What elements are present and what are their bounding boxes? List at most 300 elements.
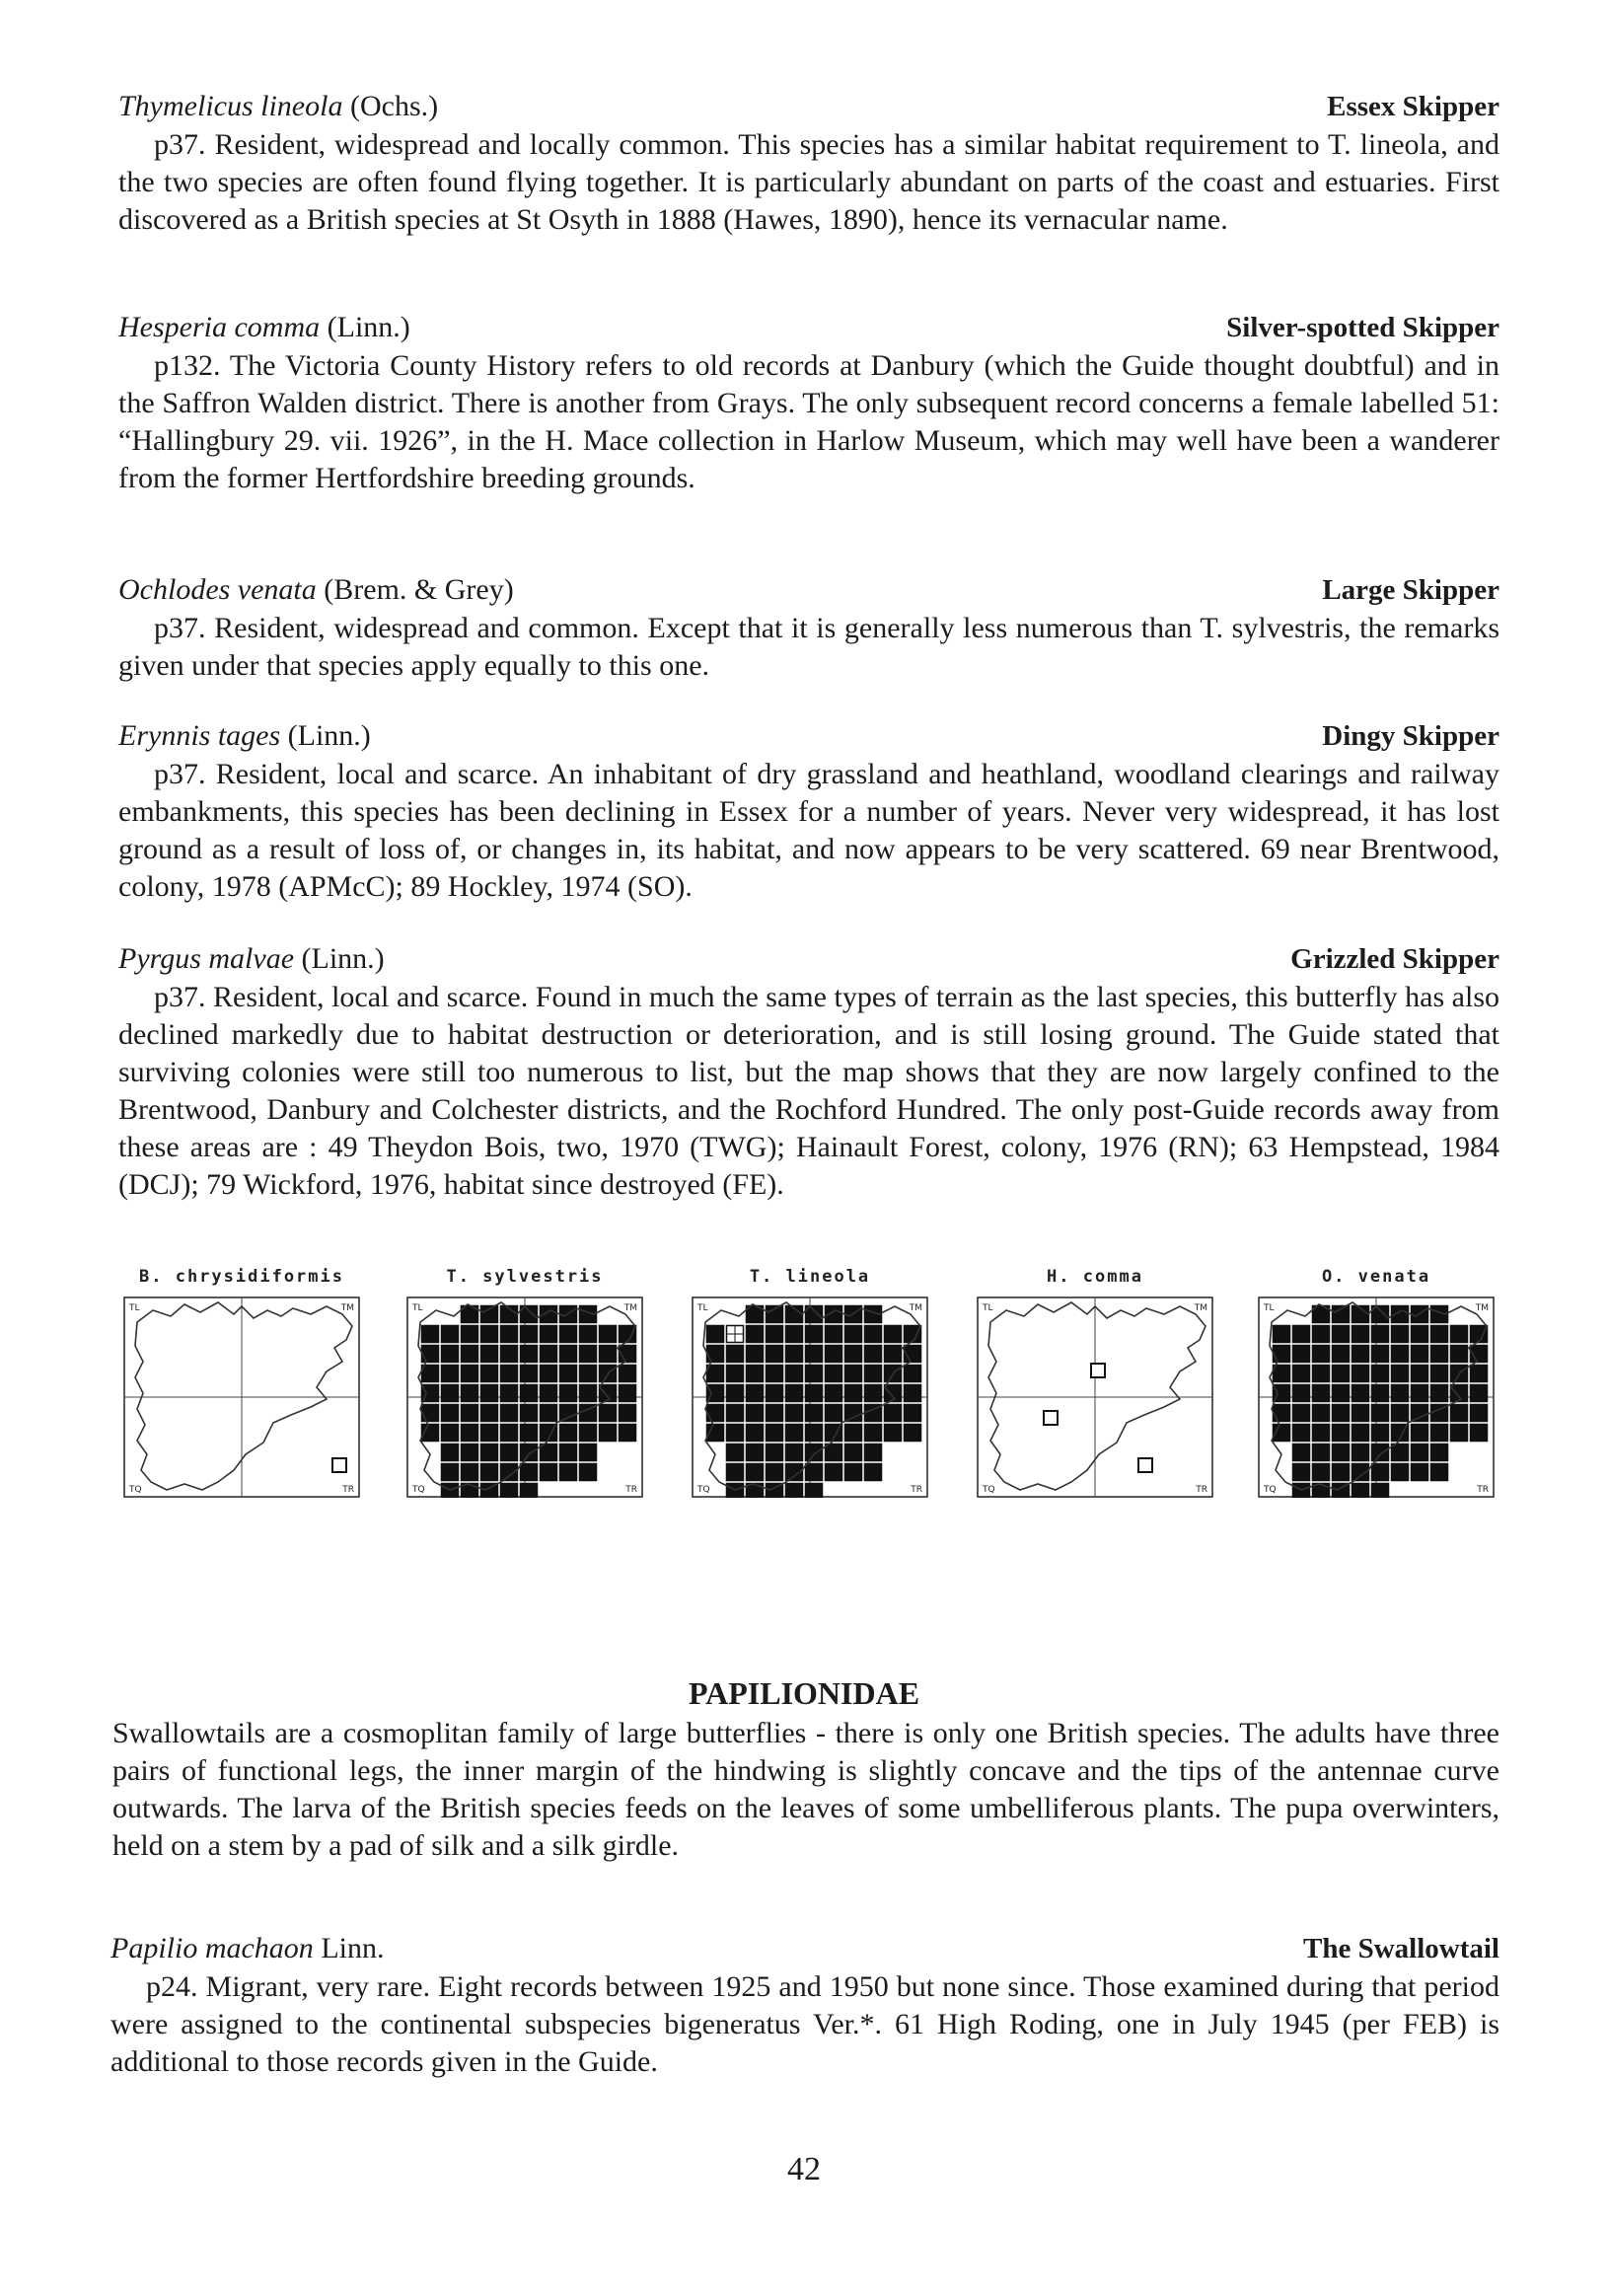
- record-square: [1333, 1385, 1350, 1402]
- record-square: [521, 1405, 538, 1422]
- record-square: [620, 1405, 636, 1422]
- record-square: [481, 1444, 498, 1461]
- map-label: B. chrysidiformis: [139, 1267, 344, 1287]
- record-square: [786, 1425, 803, 1442]
- record-square: [521, 1425, 538, 1442]
- grid-label: TQ: [697, 1485, 710, 1495]
- record-square: [560, 1326, 577, 1343]
- record-square: [806, 1405, 823, 1422]
- grid-label: TQ: [412, 1485, 425, 1495]
- entry-heading: [118, 308, 1499, 347]
- record-square: [462, 1385, 478, 1402]
- author: (Linn.): [301, 942, 385, 975]
- record-square: [620, 1425, 636, 1442]
- record-square: [481, 1464, 498, 1481]
- author: (Brem. & Grey): [324, 573, 514, 606]
- record-square: [481, 1425, 498, 1442]
- record-square: [1392, 1444, 1409, 1461]
- record-square: [521, 1484, 538, 1499]
- record-square: [845, 1326, 862, 1343]
- record-square: [826, 1346, 842, 1363]
- record-square: [1313, 1425, 1330, 1442]
- record-square: [786, 1346, 803, 1363]
- record-square: [1412, 1326, 1428, 1343]
- record-square: [600, 1425, 617, 1442]
- record-square: [865, 1346, 882, 1363]
- record-square: [1471, 1366, 1488, 1382]
- record-square: [885, 1346, 902, 1363]
- grid-label: TR: [1196, 1485, 1207, 1495]
- species-entry-large-skipper: [118, 570, 1499, 685]
- scientific-name: Papilio machaon: [110, 1932, 314, 1964]
- record-square: [600, 1385, 617, 1402]
- record-square: [1333, 1464, 1350, 1481]
- record-square: [1431, 1346, 1448, 1363]
- record-square: [826, 1385, 842, 1402]
- record-square: [826, 1326, 842, 1343]
- map-label: H. comma: [1047, 1267, 1143, 1287]
- scientific-name: Erynnis tages: [118, 719, 281, 752]
- record-square: [727, 1405, 744, 1422]
- record-square: [541, 1346, 557, 1363]
- grid-label: TL: [697, 1303, 708, 1313]
- record-square: [865, 1326, 882, 1343]
- record-square: [826, 1366, 842, 1382]
- record-square: [580, 1444, 597, 1461]
- entry-body: p37. Resident, local and scarce. An inhabitant of dry grassland and heathland, woodland clearings and railway embankments, this species has been declining in Essex for a number of years. Never very widespread, it has lost ground as a result of loss of, or changes in, its habitat, and now appears to be very scattered. 69 near Brentwood, colony, 1978 (APMcC); 89 Hockley, 1974 (SO).: [118, 758, 1499, 903]
- scientific-name: Ochlodes venata: [118, 573, 317, 606]
- record-square: [845, 1366, 862, 1382]
- record-square: [442, 1385, 459, 1402]
- record-square: [747, 1464, 764, 1481]
- record-square: [707, 1366, 724, 1382]
- record-square: [1392, 1366, 1409, 1382]
- record-square: [1392, 1326, 1409, 1343]
- record-square: [885, 1385, 902, 1402]
- record-square: [1293, 1425, 1310, 1442]
- common-name: Dingy Skipper: [1322, 720, 1499, 752]
- scientific-name: Thymelicus lineola: [118, 90, 343, 122]
- entry-heading: [118, 939, 1499, 979]
- record-square: [747, 1425, 764, 1442]
- grid-label: TM: [1475, 1303, 1489, 1313]
- record-square: [1471, 1326, 1488, 1343]
- record-square: [1412, 1444, 1428, 1461]
- record-square: [1392, 1405, 1409, 1422]
- record-square: [600, 1346, 617, 1363]
- record-square: [442, 1444, 459, 1461]
- record-square: [885, 1405, 902, 1422]
- record-square: [1333, 1444, 1350, 1461]
- record-square: [1313, 1366, 1330, 1382]
- record-square: [865, 1366, 882, 1382]
- record-square: [422, 1326, 439, 1343]
- grid-label: TM: [340, 1303, 354, 1313]
- record-square: [1333, 1405, 1350, 1422]
- record-square: [826, 1444, 842, 1461]
- record-square: [1372, 1484, 1389, 1499]
- map-b-chrysidiformis: [118, 1267, 365, 1504]
- record-square: [462, 1425, 478, 1442]
- record-square: [560, 1444, 577, 1461]
- record-square: [786, 1326, 803, 1343]
- record-square: [727, 1425, 744, 1442]
- record-square: [905, 1366, 921, 1382]
- record-square: [1431, 1366, 1448, 1382]
- record-square: [1333, 1346, 1350, 1363]
- record-square: [1333, 1366, 1350, 1382]
- record-square: [806, 1346, 823, 1363]
- record-square: [462, 1326, 478, 1343]
- record-square: [786, 1444, 803, 1461]
- record-square: [1392, 1346, 1409, 1363]
- record-square: [747, 1346, 764, 1363]
- record-square: [1372, 1425, 1389, 1442]
- record-square: [767, 1405, 783, 1422]
- common-name: Grizzled Skipper: [1290, 943, 1499, 975]
- record-square: [462, 1366, 478, 1382]
- record-square: [767, 1326, 783, 1343]
- map-figure: [1258, 1296, 1495, 1498]
- record-square: [707, 1405, 724, 1422]
- record-square: [905, 1326, 921, 1343]
- record-square: [767, 1425, 783, 1442]
- record-square: [521, 1366, 538, 1382]
- record-square: [1333, 1425, 1350, 1442]
- map-t-sylvestris: [402, 1267, 648, 1504]
- record-square: [727, 1385, 744, 1402]
- record-square: [1313, 1346, 1330, 1363]
- record-square: [1451, 1346, 1468, 1363]
- record-square: [1313, 1464, 1330, 1481]
- record-square: [1352, 1326, 1369, 1343]
- record-square: [560, 1405, 577, 1422]
- grid-label: TM: [623, 1303, 637, 1313]
- record-square: [481, 1326, 498, 1343]
- record-square: [1352, 1484, 1369, 1499]
- family-heading: PAPILIONIDAE: [688, 1675, 920, 1711]
- record-square: [541, 1326, 557, 1343]
- record-square: [1274, 1346, 1290, 1363]
- record-square: [747, 1326, 764, 1343]
- record-square: [1471, 1385, 1488, 1402]
- record-square: [481, 1366, 498, 1382]
- author: Linn.: [321, 1932, 385, 1964]
- record-square: [580, 1425, 597, 1442]
- record-square: [1451, 1425, 1468, 1442]
- record-square: [707, 1346, 724, 1363]
- record-square: [1274, 1326, 1290, 1343]
- record-square: [1293, 1326, 1310, 1343]
- record-square: [1372, 1385, 1389, 1402]
- author: (Linn.): [287, 719, 371, 752]
- record-square: [747, 1385, 764, 1402]
- record-square: [1431, 1385, 1448, 1402]
- grid-label: TM: [909, 1303, 922, 1313]
- record-square: [1313, 1385, 1330, 1402]
- record-square: [905, 1405, 921, 1422]
- record-square: [422, 1346, 439, 1363]
- record-square: [806, 1326, 823, 1343]
- record-square: [1431, 1464, 1448, 1481]
- record-square: [1412, 1405, 1428, 1422]
- record-square: [747, 1444, 764, 1461]
- map-label: T. lineola: [749, 1267, 871, 1287]
- record-square: [767, 1444, 783, 1461]
- map-figure: [123, 1296, 360, 1498]
- scientific-name: Hesperia comma: [118, 311, 321, 343]
- record-square: [1352, 1366, 1369, 1382]
- record-square: [767, 1385, 783, 1402]
- species-entry-silver-spotted-skipper: [118, 308, 1499, 497]
- record-square: [501, 1326, 518, 1343]
- record-square: [442, 1326, 459, 1343]
- record-square: [521, 1444, 538, 1461]
- grid-label: TL: [129, 1303, 140, 1313]
- author: (Linn.): [327, 311, 410, 343]
- grid-label: TR: [342, 1485, 354, 1495]
- record-square: [845, 1385, 862, 1402]
- record-square: [826, 1405, 842, 1422]
- map-o-venata: [1253, 1267, 1499, 1504]
- record-square: [1412, 1464, 1428, 1481]
- record-square: [442, 1425, 459, 1442]
- entry-heading: [118, 716, 1499, 756]
- record-square: [786, 1385, 803, 1402]
- record-square: [1372, 1405, 1389, 1422]
- record-square: [580, 1464, 597, 1481]
- record-square: [1412, 1425, 1428, 1442]
- grid-label: TQ: [983, 1485, 995, 1495]
- entry-body: p37. Resident, widespread and common. Except that it is generally less numerous than T. sylvestris, the remarks given under that species apply equally to this one.: [118, 612, 1499, 682]
- record-square: [845, 1425, 862, 1442]
- record-square: [521, 1464, 538, 1481]
- map-t-lineola: [687, 1267, 933, 1504]
- record-square: [845, 1405, 862, 1422]
- grid-label: TR: [911, 1485, 922, 1495]
- record-square: [1392, 1385, 1409, 1402]
- grid-label: TQ: [1264, 1485, 1277, 1495]
- record-square: [747, 1366, 764, 1382]
- record-square: [620, 1366, 636, 1382]
- record-square: [560, 1346, 577, 1363]
- record-square: [462, 1464, 478, 1481]
- species-entry-swallowtail: [110, 1929, 1499, 2081]
- record-square: [865, 1464, 882, 1481]
- map-figure: [977, 1296, 1213, 1498]
- record-square: [1431, 1444, 1448, 1461]
- record-square: [1293, 1464, 1310, 1481]
- record-square: [767, 1346, 783, 1363]
- record-square: [541, 1385, 557, 1402]
- record-square: [806, 1484, 823, 1499]
- record-square: [767, 1464, 783, 1481]
- record-square: [560, 1385, 577, 1402]
- record-square: [620, 1326, 636, 1343]
- common-name: Essex Skipper: [1327, 91, 1499, 122]
- record-square: [481, 1346, 498, 1363]
- record-square: [905, 1425, 921, 1442]
- record-square: [620, 1385, 636, 1402]
- record-square: [885, 1326, 902, 1343]
- record-square: [462, 1405, 478, 1422]
- record-square: [806, 1385, 823, 1402]
- record-square: [541, 1464, 557, 1481]
- record-square: [1313, 1444, 1330, 1461]
- grid-label: TM: [1194, 1303, 1207, 1313]
- record-square: [865, 1425, 882, 1442]
- entry-body: p24. Migrant, very rare. Eight records between 1925 and 1950 but none since. Those examined during that period were assigned to the continental subspecies bigeneratus Ver.*. 61 High Roding, one in July 1945 (per FEB) is additional to those records given in the Guide.: [110, 1970, 1499, 2078]
- record-square: [1471, 1405, 1488, 1422]
- map-figure: [406, 1296, 643, 1498]
- record-square: [1431, 1425, 1448, 1442]
- record-square: [1372, 1366, 1389, 1382]
- record-square: [560, 1425, 577, 1442]
- record-square: [1412, 1385, 1428, 1402]
- record-square: [1313, 1326, 1330, 1343]
- record-square: [442, 1366, 459, 1382]
- grid-label: TL: [412, 1303, 423, 1313]
- record-square: [501, 1405, 518, 1422]
- distribution-maps: [118, 1267, 1499, 1504]
- map-label: O. venata: [1321, 1267, 1431, 1287]
- record-square: [600, 1405, 617, 1422]
- record-square: [1372, 1326, 1389, 1343]
- record-square: [1431, 1326, 1448, 1343]
- record-square: [826, 1464, 842, 1481]
- grid-label: TR: [1477, 1485, 1489, 1495]
- record-square: [481, 1405, 498, 1422]
- record-square: [541, 1444, 557, 1461]
- scientific-name: Pyrgus malvae: [118, 942, 295, 975]
- record-square: [1451, 1405, 1468, 1422]
- record-square: [727, 1464, 744, 1481]
- record-square: [767, 1366, 783, 1382]
- common-name: Large Skipper: [1322, 574, 1499, 606]
- record-square: [1293, 1346, 1310, 1363]
- grid-label: TL: [983, 1303, 993, 1313]
- record-square: [845, 1444, 862, 1461]
- record-square: [560, 1366, 577, 1382]
- common-name: The Swallowtail: [1303, 1933, 1499, 1964]
- record-square: [1352, 1425, 1369, 1442]
- record-square: [442, 1405, 459, 1422]
- record-square: [501, 1425, 518, 1442]
- record-square: [462, 1346, 478, 1363]
- record-square: [521, 1326, 538, 1343]
- species-entry-essex-skipper: [118, 87, 1499, 239]
- record-square: [1372, 1444, 1389, 1461]
- record-square: [1352, 1385, 1369, 1402]
- record-square: [541, 1405, 557, 1422]
- map-figure: [692, 1296, 928, 1498]
- record-square: [786, 1366, 803, 1382]
- record-square: [1274, 1405, 1290, 1422]
- record-square: [885, 1425, 902, 1442]
- record-square: [422, 1405, 439, 1422]
- entry-heading: [110, 1929, 1499, 1968]
- record-square: [481, 1385, 498, 1402]
- record-square: [501, 1366, 518, 1382]
- record-square: [1451, 1385, 1468, 1402]
- entry-body: p37. Resident, local and scarce. Found in much the same types of terrain as the last species, this butterfly has also declined markedly due to habitat destruction or deterioration, and is still losing ground. The Guide stated that surviving colonies were still too numerous to list, but the map shows that they are now largely confined to the Brentwood, Danbury and Colchester districts, and the Rochford Hundred. The only post-Guide records away from these areas are : 49 Theydon Bois, two, 1970 (TWG); Hainault Forest, colony, 1976 (RN); 63 Hempstead, 1984 (DCJ); 79 Wickford, 1976, habitat since destroyed (FE).: [118, 981, 1499, 1201]
- record-square: [806, 1464, 823, 1481]
- record-square: [727, 1366, 744, 1382]
- record-square: [521, 1385, 538, 1402]
- species-entry-dingy-skipper: [118, 716, 1499, 906]
- record-square: [865, 1385, 882, 1402]
- record-square: [1352, 1346, 1369, 1363]
- record-square: [1293, 1385, 1310, 1402]
- record-square: [332, 1458, 346, 1472]
- record-square: [1138, 1458, 1152, 1472]
- record-square: [1293, 1405, 1310, 1422]
- record-square: [580, 1346, 597, 1363]
- page-number: 42: [787, 2151, 821, 2187]
- record-square: [580, 1385, 597, 1402]
- record-square: [747, 1405, 764, 1422]
- record-square: [580, 1326, 597, 1343]
- record-square: [1091, 1364, 1105, 1377]
- record-square: [806, 1425, 823, 1442]
- record-square: [1412, 1366, 1428, 1382]
- family-intro: Swallowtails are a cosmoplitan family of large butterflies - there is only one British species. The adults have three pairs of functional legs, the inner margin of the hindwing is slightly concave and the tips of the antennae curve outwards. The larva of the British species feeds on the leaves of some umbelliferous plants. The pupa overwinters, held on a stem by a pad of silk and a silk girdle.: [112, 1717, 1499, 1862]
- record-square: [786, 1405, 803, 1422]
- record-square: [845, 1346, 862, 1363]
- record-square: [1392, 1464, 1409, 1481]
- record-square: [501, 1385, 518, 1402]
- record-square: [1352, 1444, 1369, 1461]
- grid-label: TQ: [129, 1485, 142, 1495]
- map-label: T. sylvestris: [446, 1267, 604, 1287]
- record-square: [600, 1326, 617, 1343]
- record-square: [501, 1484, 518, 1499]
- record-square: [905, 1385, 921, 1402]
- record-square: [442, 1346, 459, 1363]
- record-square: [560, 1464, 577, 1481]
- record-square: [422, 1366, 439, 1382]
- grid-label: TL: [1264, 1303, 1275, 1313]
- record-square: [541, 1366, 557, 1382]
- record-square: [501, 1444, 518, 1461]
- record-square: [1293, 1444, 1310, 1461]
- species-entry-grizzled-skipper: [118, 939, 1499, 1204]
- record-square: [1274, 1366, 1290, 1382]
- record-square: [1333, 1326, 1350, 1343]
- record-square: [1451, 1326, 1468, 1343]
- grid-label: TR: [625, 1485, 637, 1495]
- record-square: [1044, 1411, 1058, 1425]
- record-square: [1372, 1464, 1389, 1481]
- author: (Ochs.): [349, 90, 439, 122]
- map-h-comma: [972, 1267, 1218, 1504]
- entry-heading: [118, 570, 1499, 610]
- record-square: [865, 1444, 882, 1461]
- entry-heading: [118, 87, 1499, 126]
- record-square: [806, 1366, 823, 1382]
- record-square: [1412, 1346, 1428, 1363]
- record-square: [707, 1326, 724, 1343]
- record-square: [501, 1346, 518, 1363]
- record-square: [1293, 1366, 1310, 1382]
- record-square: [806, 1444, 823, 1461]
- common-name: Silver-spotted Skipper: [1226, 312, 1499, 343]
- record-square: [580, 1366, 597, 1382]
- entry-body: p37. Resident, widespread and locally common. This species has a similar habitat requirement to T. lineola, and the two species are often found flying together. It is particularly abundant on parts of the coast and estuaries. First discovered as a British species at St Osyth in 1888 (Hawes, 1890), hence its vernacular name.: [118, 128, 1499, 236]
- record-square: [1313, 1405, 1330, 1422]
- entry-body: p132. The Victoria County History refers to old records at Danbury (which the Guide thought doubtful) and in the Saffron Walden district. There is another from Grays. The only subsequent record concerns a female labelled 51: “Hallingbury 29. vii. 1926”, in the H. Mace collection in Harlow Museum, which may well have been a wanderer from the former Hertfordshire breeding grounds.: [118, 349, 1499, 494]
- record-square: [727, 1444, 744, 1461]
